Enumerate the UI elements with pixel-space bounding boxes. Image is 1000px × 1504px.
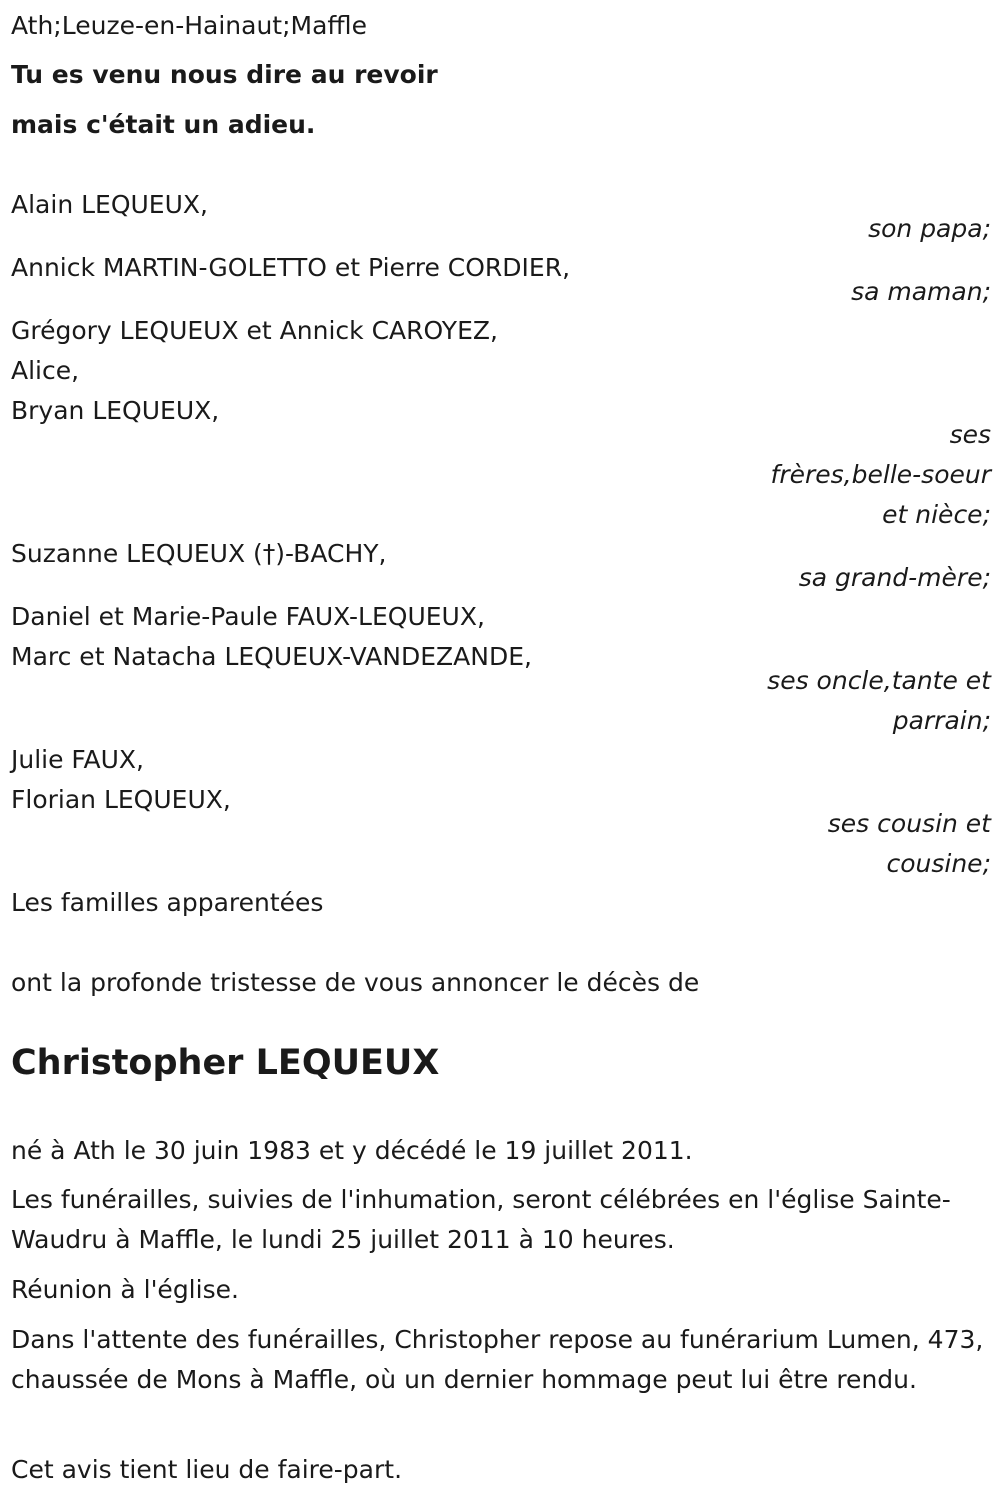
family-name: Alice,	[11, 356, 80, 385]
deceased-name: Christopher LEQUEUX	[11, 1043, 440, 1083]
family-name: Daniel et Marie-Paule FAUX-LEQUEUX,	[11, 602, 485, 631]
announcement-line: ont la profonde tristesse de vous annoncer le décès de	[11, 968, 700, 997]
family-relation: frères,belle-soeur	[770, 460, 991, 489]
locations-line: Ath;Leuze-en-Hainaut;Maffle	[11, 11, 367, 40]
family-name: Grégory LEQUEUX et Annick CAROYEZ,	[11, 316, 498, 345]
reunion-line: Réunion à l'église.	[11, 1275, 239, 1304]
family-name: Alain LEQUEUX,	[11, 190, 208, 219]
family-relation: cousine;	[886, 849, 991, 878]
relatives-line: Les familles apparentées	[11, 888, 324, 917]
family-name: Julie FAUX,	[11, 745, 144, 774]
family-relation: ses oncle,tante et	[767, 666, 991, 695]
closing-line: Cet avis tient lieu de faire-part.	[11, 1455, 403, 1484]
family-name: Suzanne LEQUEUX (†)-BACHY,	[11, 539, 387, 568]
quote-line-1: Tu es venu nous dire au revoir	[11, 60, 438, 89]
family-relation: et nièce;	[882, 500, 991, 529]
family-relation: sa maman;	[851, 277, 991, 306]
family-name: Marc et Natacha LEQUEUX-VANDEZANDE,	[11, 642, 532, 671]
funeral-paragraph: Les funérailles, suivies de l'inhumation, seront célébrées en l'église Sainte-Waudru à Maffle, le lundi 25 juillet 2011 à 10 heures.	[11, 1185, 951, 1254]
family-relation: parrain;	[892, 706, 991, 735]
family-relation: ses	[949, 420, 991, 449]
family-relation: ses cousin et	[827, 809, 991, 838]
family-name: Florian LEQUEUX,	[11, 785, 231, 814]
family-relation: sa grand-mère;	[798, 563, 991, 592]
visitation-paragraph: Dans l'attente des funérailles, Christopher repose au funérarium Lumen, 473, chaussée de Mons à Maffle, où un dernier hommage peut lui être rendu.	[11, 1325, 984, 1394]
birth-death-line: né à Ath le 30 juin 1983 et y décédé le 19 juillet 2011.	[11, 1136, 693, 1165]
family-name: Annick MARTIN-GOLETTO et Pierre CORDIER,	[11, 253, 571, 282]
family-name: Bryan LEQUEUX,	[11, 396, 220, 425]
family-relation: son papa;	[868, 214, 991, 243]
quote-line-2: mais c'était un adieu.	[11, 110, 316, 139]
